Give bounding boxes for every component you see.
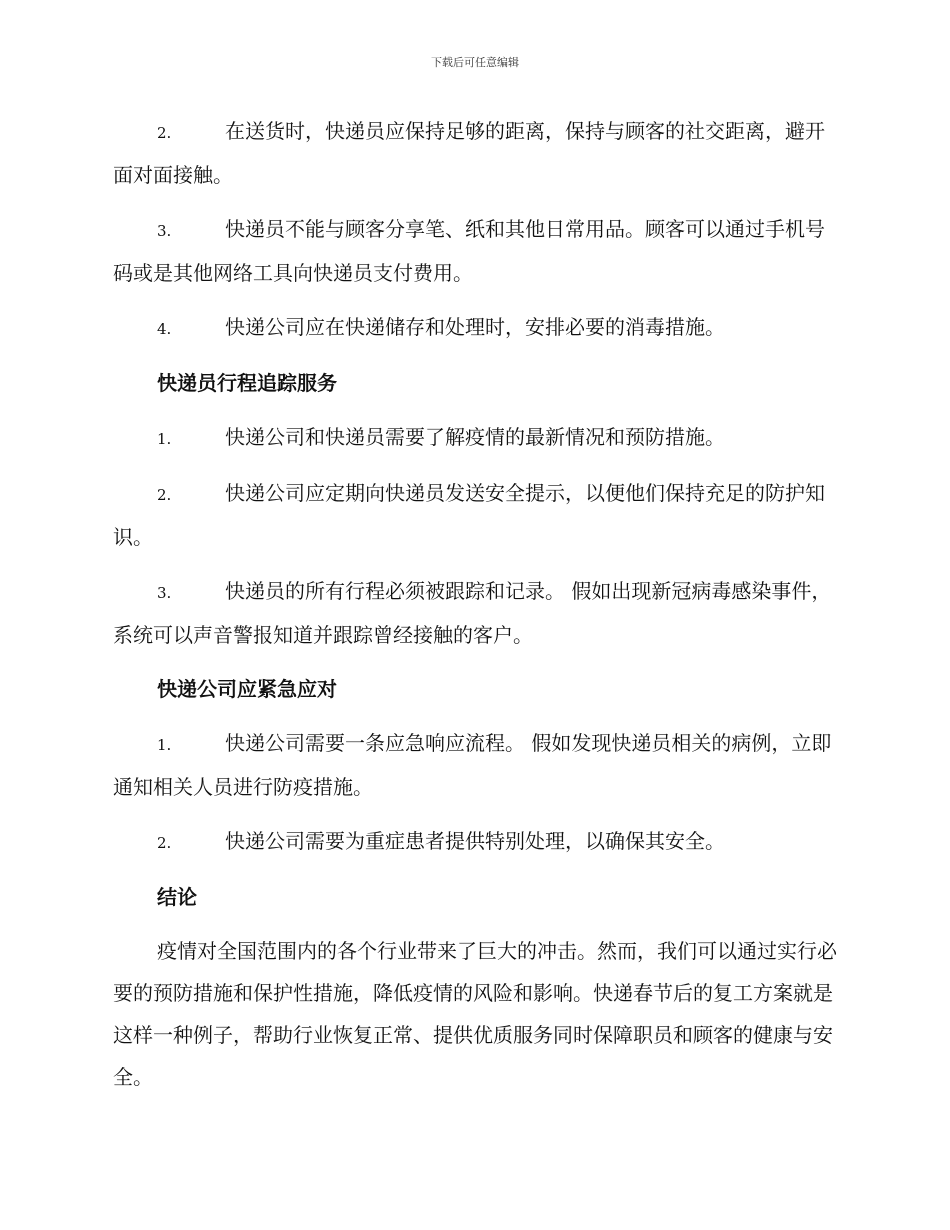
list-item-text: 在送货时，快递员应保持足够的距离，保持与顾客的社交距离，避开面对面接触。 bbox=[113, 119, 825, 187]
list-item-number: 4. bbox=[157, 320, 172, 338]
list-item-text: 快递公司和快递员需要了解疫情的最新情况和预防措施。 bbox=[225, 425, 725, 449]
list-item bbox=[113, 472, 837, 558]
list-item-number: 1. bbox=[157, 736, 172, 754]
list-item-text: 快递公司应在快递储存和处理时，安排必要的消毒措施。 bbox=[225, 315, 725, 339]
list-item-number: 1. bbox=[157, 430, 172, 448]
list-item bbox=[113, 208, 837, 294]
list-item bbox=[113, 570, 837, 656]
list-item bbox=[113, 722, 837, 808]
conclusion-paragraph: 疫情对全国范围内的各个行业带来了巨大的冲击。然而，我们可以通过实行必要的预防措施和保护性措施，降低疫情的风险和影响。快递春节后的复工方案就是这样一种例子，帮助行业恢复正常、提供优质服务同时保障职员和顾客的健康与安全。 bbox=[113, 939, 837, 1089]
document-body bbox=[113, 110, 837, 1098]
list-item bbox=[113, 820, 837, 864]
list-item-text: 快递公司应定期向快递员发送安全提示，以便他们保持充足的防护知识。 bbox=[113, 481, 825, 549]
list-item-number: 2. bbox=[157, 124, 172, 142]
list-item-number: 3. bbox=[157, 222, 172, 240]
list-item-text: 快递员的所有行程必须被跟踪和记录。 假如出现新冠病毒感染事件，系统可以声音警报知道并跟踪曾经接触的客户。 bbox=[113, 579, 832, 647]
list-item bbox=[113, 416, 837, 460]
list-item-text: 快递公司需要一条应急响应流程。 假如发现快递员相关的病例，立即通知相关人员进行防疫措施。 bbox=[113, 731, 832, 799]
list-item-number: 2. bbox=[157, 486, 172, 504]
page-header-note: 下载后可任意编辑 bbox=[431, 56, 519, 69]
section-heading-emergency-response: 快递公司应紧急应对 bbox=[157, 677, 337, 701]
list-item-number: 2. bbox=[157, 834, 172, 852]
list-item-number: 3. bbox=[157, 584, 172, 602]
list-item-text: 快递员不能与顾客分享笔、纸和其他日常用品。顾客可以通过手机号码或是其他网络工具向快递员支付费用。 bbox=[113, 217, 825, 285]
section-heading-courier-tracking: 快递员行程追踪服务 bbox=[157, 371, 337, 395]
list-item bbox=[113, 306, 837, 350]
section-heading-conclusion: 结论 bbox=[157, 885, 197, 909]
list-item-text: 快递公司需要为重症患者提供特别处理，以确保其安全。 bbox=[225, 829, 725, 853]
list-item bbox=[113, 110, 837, 196]
